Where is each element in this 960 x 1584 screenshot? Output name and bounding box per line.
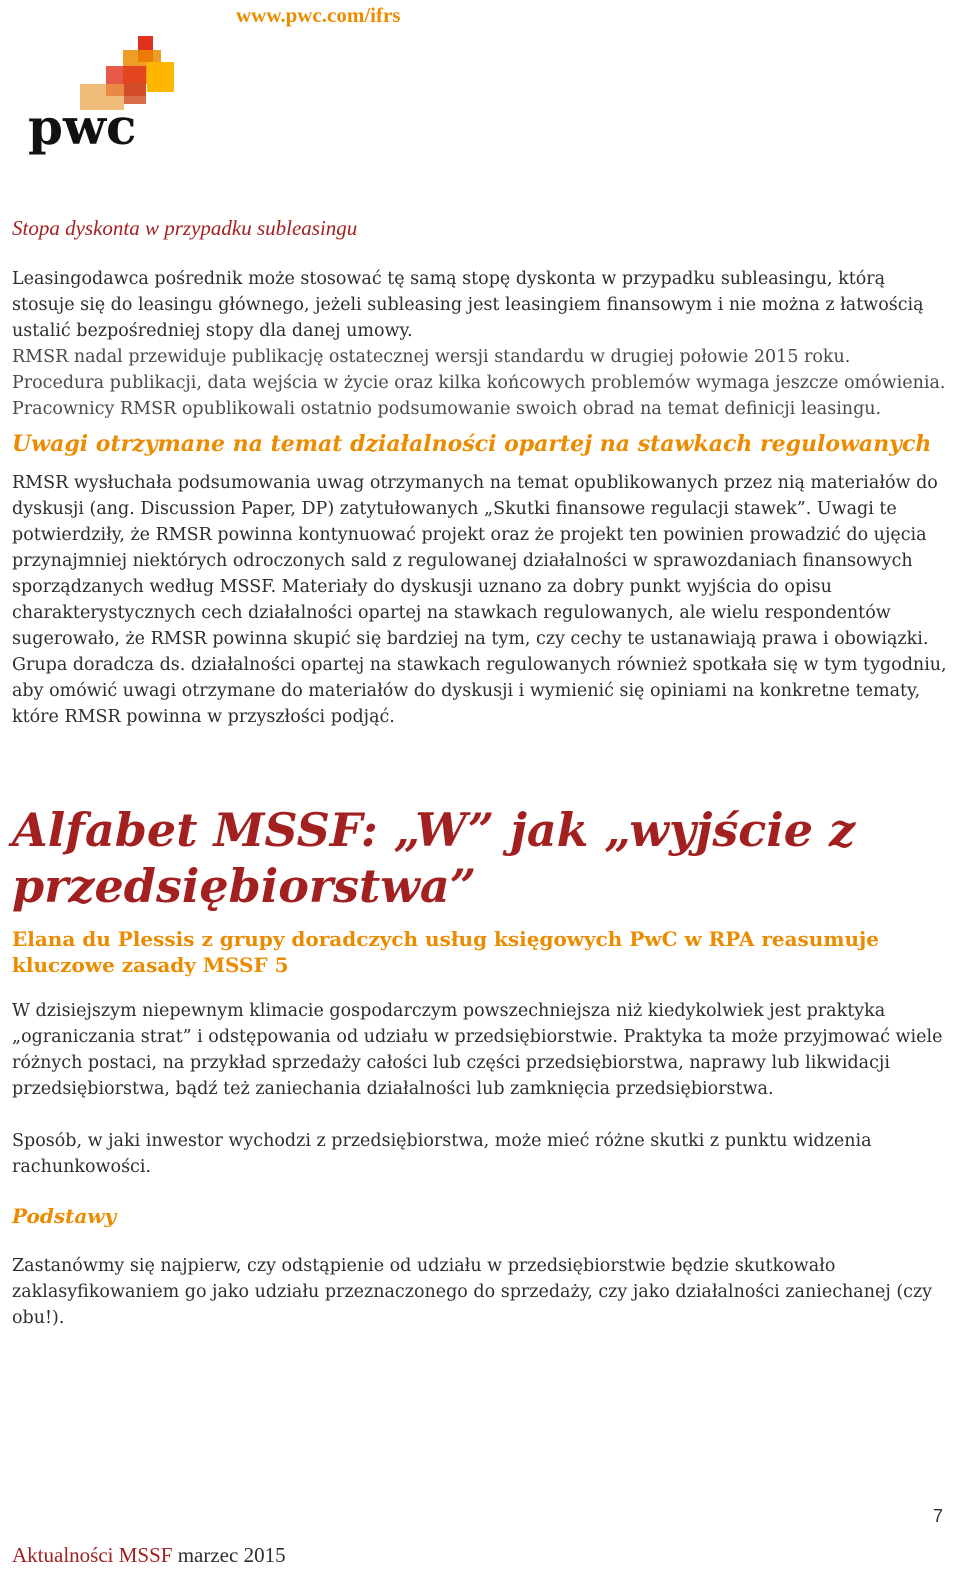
paragraph-basics: Zastanówmy się najpierw, czy odstąpienie od udziału w przedsiębiorstwie będzie skutkowało zaklasyfikowaniem go jako udziału przeznaczonego do sprzedaży, czy jako działalności zaniechanej (czy obu!).: [12, 1256, 933, 1328]
main-content: [12, 215, 947, 1331]
paragraph-rate-regulated: RMSR wysłuchała podsumowania uwag otrzymanych na temat opublikowanych przez nią materiałów do dyskusji (ang. Discussion Paper, DP) zatytułowanych „Skutki finansowe regulacji stawek”. Uwagi te potwierdziły, że RMSR powinna kontynuować projekt oraz że projekt ten powinien prowadzić do ujęcia przynajmniej niektórych odroczonych sald z regulowanej działalności w sprawozdaniach finansowych sporządzanych według MSSF. Materiały do dyskusji uznano za dobry punkt wyjścia do opisu charakterystycznych cech działalności opartej na stawkach regulowanych, ale wielu respondentów sugerowało, że RMSR powinna skupić się bardziej na tym, czy cechy te ustanawiają prawa i obowiązki. Grupa doradcza ds. działalności opartej na stawkach regulowanych również spotkała się w tym tygodniu, aby omówić uwagi otrzymane do materiałów do dyskusji i wymienić się opiniami na konkretne tematy, które RMSR powinna w przyszłości podjąć.: [12, 473, 947, 727]
footer-publication: Aktualności MSSF: [12, 1543, 173, 1567]
section-heading-rate-regulated: Uwagi otrzymane na temat działalności opartej na stawkach regulowanych: [12, 431, 932, 457]
section-subheading: Stopa dyskonta w przypadku subleasingu: [12, 216, 358, 240]
footer-date: marzec 2015: [177, 1543, 286, 1567]
article-title: Alfabet MSSF: „W” jak „wyjście z przedsiębiorstwa”: [12, 803, 856, 913]
paragraph-rmsr-schedule: RMSR nadal przewiduje publikację ostatecznej wersji standardu w drugiej połowie 2015 roku. Procedura publikacji, data wejścia w życie oraz kilka końcowych problemów wymaga jeszcze omówienia. Pracownicy RMSR opublikowali ostatnio podsumowanie swoich obrad na temat definicji leasingu.: [12, 347, 946, 419]
svg-text:pwc: pwc: [28, 97, 137, 156]
header-url[interactable]: www.pwc.com/ifrs: [236, 3, 401, 27]
pwc-logo: [28, 36, 196, 172]
paragraph-exit-effects: Sposób, w jaki inwestor wychodzi z przedsiębiorstwa, może mieć różne skutki z punktu widzenia rachunkowości.: [12, 1131, 872, 1177]
footer: [12, 1543, 286, 1568]
paragraph-sublease: Leasingodawca pośrednik może stosować tę samą stopę dyskonta w przypadku subleasingu, którą stosuje się do leasingu głównego, jeżeli subleasing jest leasingiem finansowym i nie można z łatwością ustalić bezpośredniej stopy dla danej umowy.: [12, 269, 924, 341]
page-number: 7: [933, 1506, 944, 1526]
subheading-basics: Podstawy: [12, 1204, 117, 1228]
article-author-line: Elana du Plessis z grupy doradczych usług księgowych PwC w RPA reasumuje kluczowe zasady MSSF 5: [12, 927, 880, 977]
paragraph-intro: W dzisiejszym niepewnym klimacie gospodarczym powszechniejsza niż kiedykolwiek jest praktyka „ograniczania strat” i odstępowania od udziału w przedsiębiorstwie. Praktyka ta może przyjmować wiele różnych postaci, na przykład sprzedaży całości lub części przedsiębiorstwa, naprawy lub likwidacji przedsiębiorstwa, bądź też zaniechania działalności lub zamknięcia przedsiębiorstwa.: [12, 1001, 943, 1099]
